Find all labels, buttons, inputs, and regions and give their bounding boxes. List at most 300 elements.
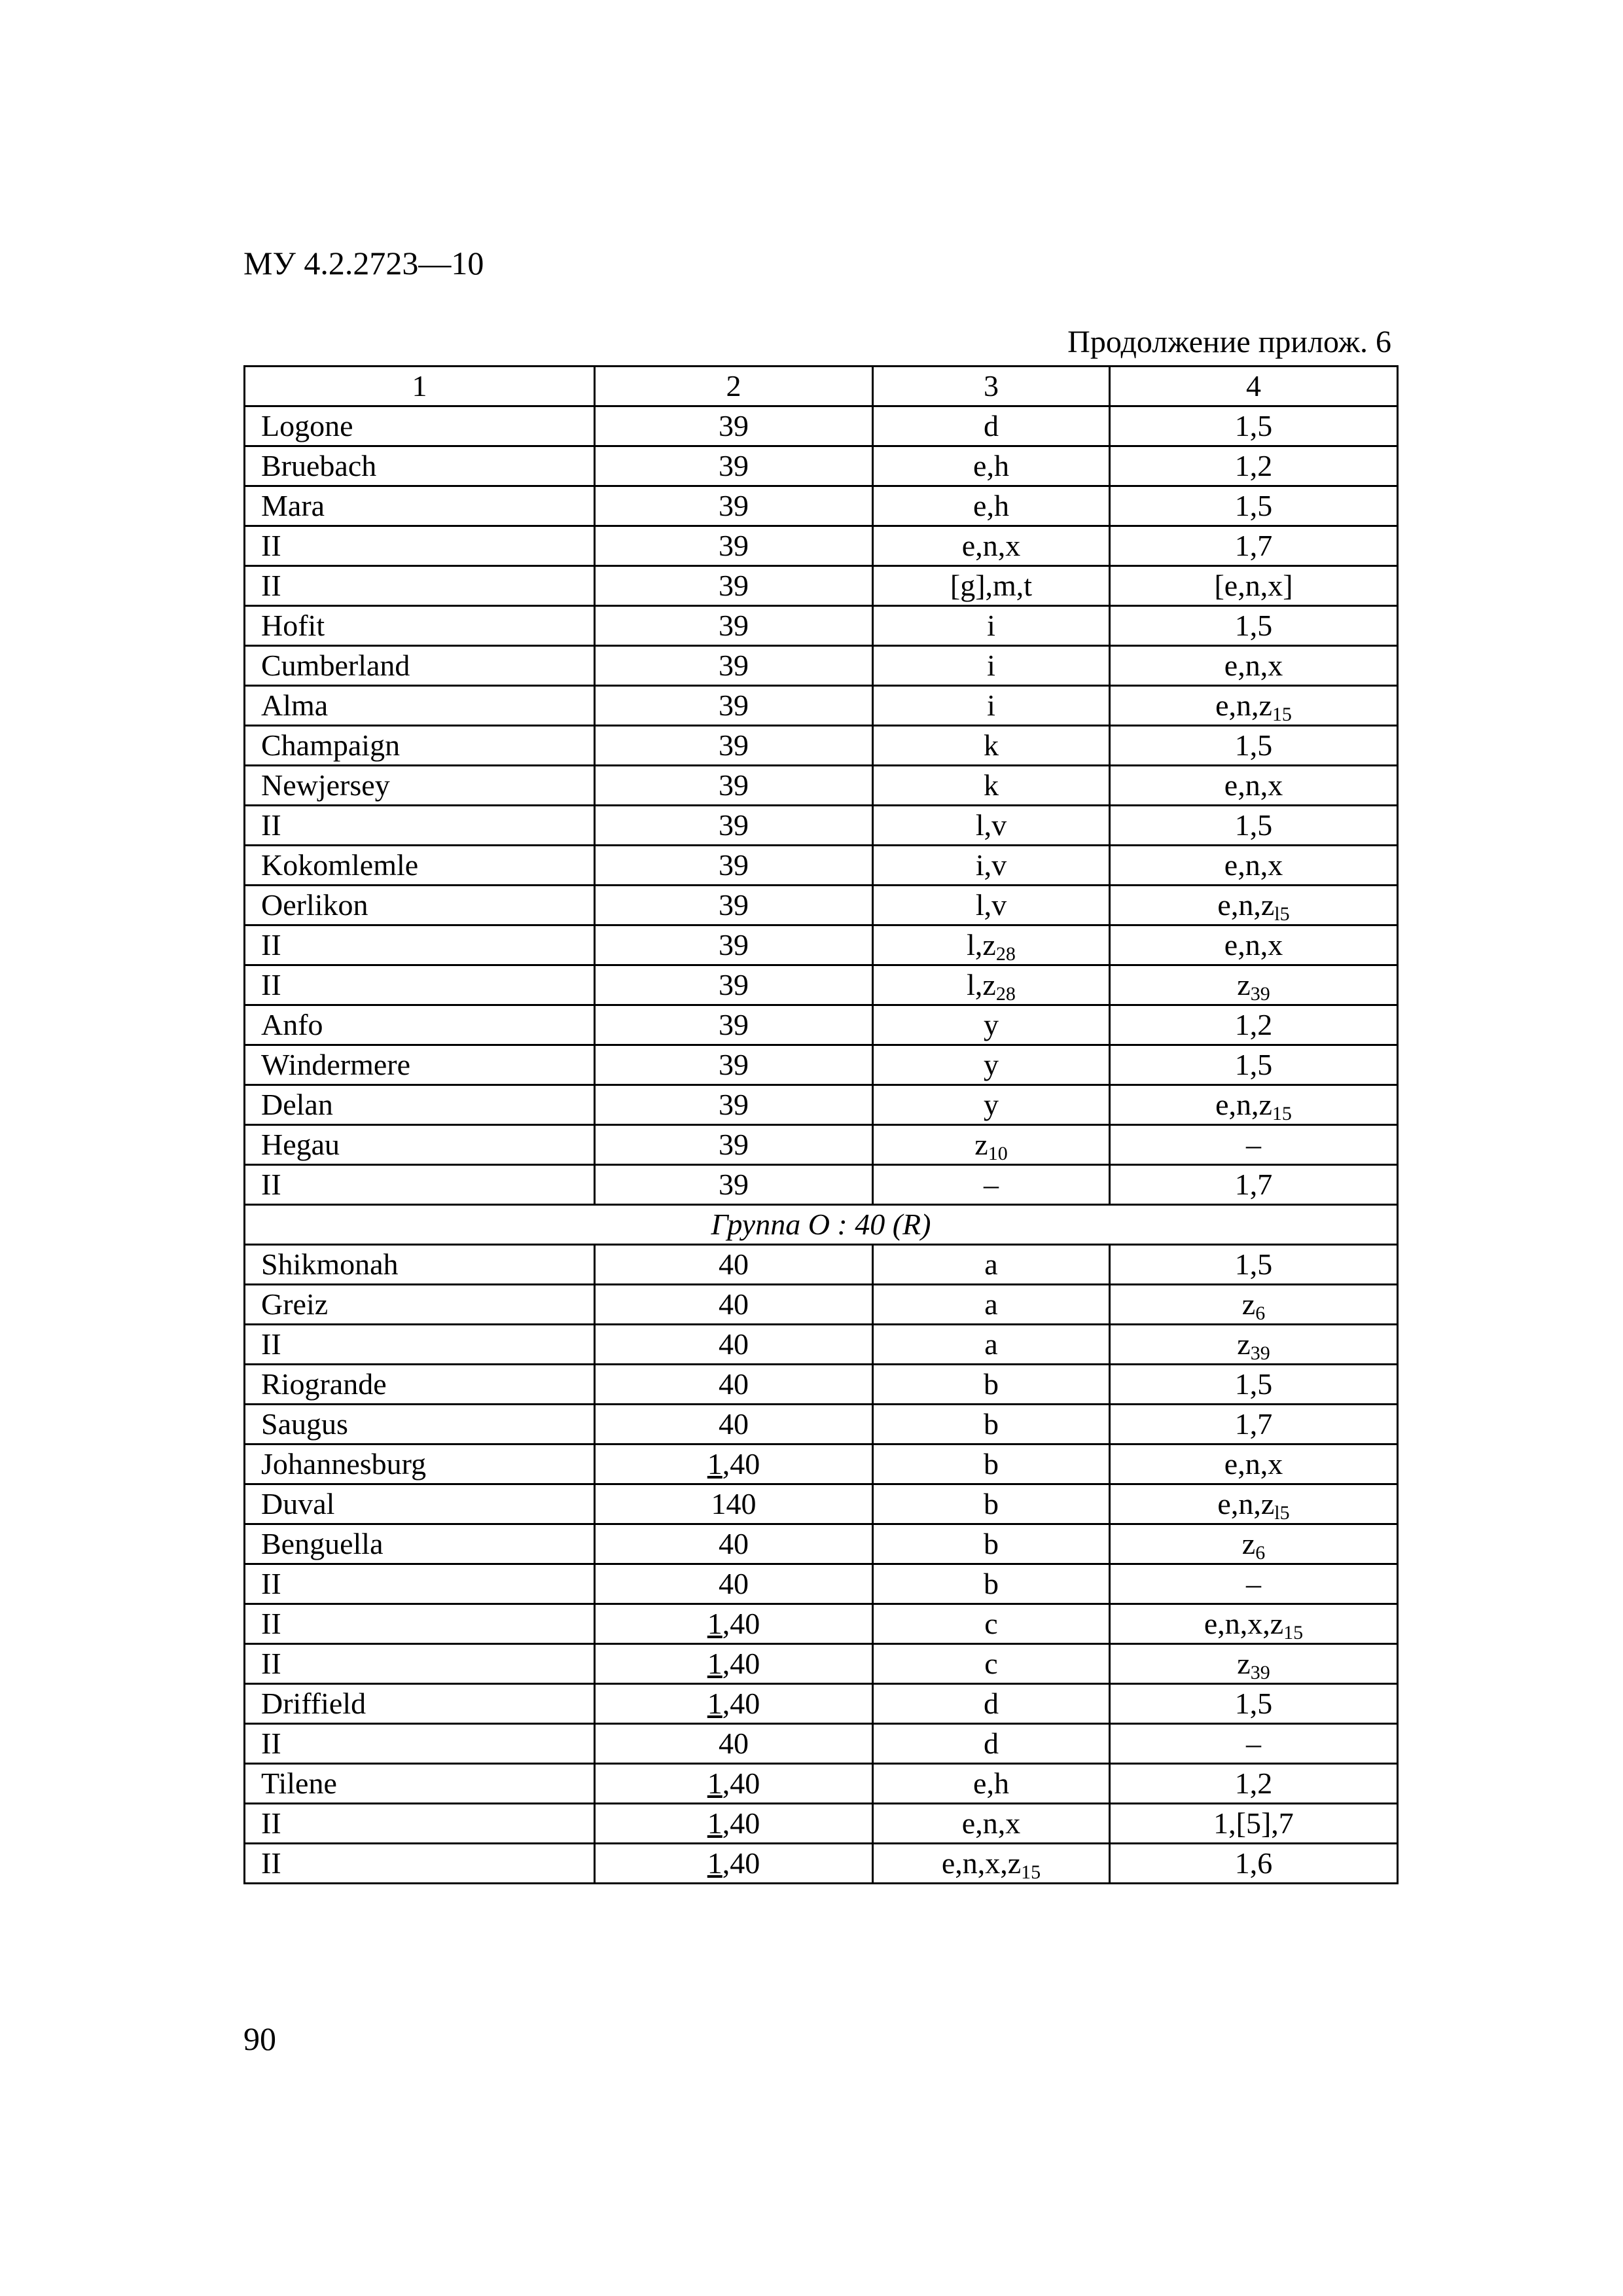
o-antigen-cell	[595, 965, 873, 1005]
h-phase1-cell	[873, 1564, 1110, 1604]
serovar-name-cell	[245, 1804, 595, 1844]
h-phase1-cell	[873, 406, 1110, 446]
o-antigen-cell	[595, 1165, 873, 1205]
o-antigen-cell	[595, 406, 873, 446]
cell-text: 39	[719, 928, 749, 961]
subscript: 39	[1250, 983, 1270, 1005]
cell-text: e,n,x	[1224, 649, 1283, 682]
cell-text: 1,5	[1234, 808, 1273, 842]
table-row	[245, 406, 1398, 446]
cell-text: z	[1237, 968, 1251, 1001]
cell-text: ,40	[722, 1447, 760, 1480]
o-antigen-cell	[595, 1764, 873, 1804]
o-antigen-cell	[595, 886, 873, 925]
h-phase1-cell	[873, 1844, 1110, 1884]
subscript: 10	[988, 1143, 1008, 1164]
table-row	[245, 965, 1398, 1005]
serovar-name-cell	[245, 1365, 595, 1405]
cell-text: e,n,x	[1224, 928, 1283, 961]
serovar-name-cell	[245, 1644, 595, 1684]
cell-text: 1,7	[1234, 1407, 1273, 1441]
underlined-antigen: 1	[707, 1806, 722, 1840]
h-phase2-cell	[1110, 566, 1398, 606]
cell-text: c	[984, 1647, 998, 1680]
serovar-name-cell	[245, 566, 595, 606]
cell-text: 140	[711, 1487, 757, 1520]
cell-text: 39	[719, 489, 749, 522]
h-phase1-cell	[873, 1724, 1110, 1764]
o-antigen-cell	[595, 1245, 873, 1285]
cell-text: 1,5	[1234, 409, 1273, 442]
h-phase2-cell	[1110, 1165, 1398, 1205]
cell-text: z	[1237, 1327, 1251, 1361]
cell-text: II	[261, 1727, 281, 1760]
serovar-name-cell	[245, 1285, 595, 1325]
cell-text: Champaign	[261, 728, 401, 762]
serovar-name-cell	[245, 1125, 595, 1165]
serovar-name-cell	[245, 1724, 595, 1764]
cell-text: Newjersey	[261, 768, 390, 802]
cell-text: a	[984, 1287, 998, 1321]
cell-text: Cumberland	[261, 649, 410, 682]
h-phase1-cell	[873, 1325, 1110, 1365]
cell-text: 1,[5],7	[1213, 1806, 1294, 1840]
cell-text: 39	[719, 968, 749, 1001]
subscript: 39	[1250, 1662, 1270, 1683]
table-row	[245, 726, 1398, 766]
h-phase1-cell	[873, 1005, 1110, 1045]
cell-text: Hofit	[261, 609, 325, 642]
h-phase2-cell	[1110, 1804, 1398, 1844]
cell-text: k	[984, 768, 999, 802]
cell-text: II	[261, 1806, 281, 1840]
subscript: 15	[1272, 704, 1292, 725]
underlined-antigen: 1	[707, 1687, 722, 1720]
h-phase2-cell	[1110, 1125, 1398, 1165]
serovar-name-cell	[245, 1764, 595, 1804]
o-antigen-cell	[595, 486, 873, 526]
group-row	[245, 1205, 1398, 1245]
table-row	[245, 1684, 1398, 1724]
h-phase2-cell	[1110, 846, 1398, 886]
cell-text: y	[984, 1048, 999, 1081]
cell-text: [g],m,t	[950, 569, 1033, 602]
column-header-1: 1	[245, 367, 595, 406]
column-header-4: 4	[1110, 367, 1398, 406]
cell-text: e,n,x,z	[1204, 1607, 1284, 1640]
underlined-antigen: 1	[707, 1767, 722, 1800]
cell-text: 39	[719, 728, 749, 762]
h-phase2-cell	[1110, 1245, 1398, 1285]
cell-text: 1,5	[1234, 609, 1273, 642]
cell-text: Shikmonah	[261, 1247, 399, 1281]
table-row	[245, 1764, 1398, 1804]
h-phase1-cell	[873, 446, 1110, 486]
o-antigen-cell	[595, 1564, 873, 1604]
o-antigen-cell	[595, 1365, 873, 1405]
cell-text: e,n,z	[1217, 1487, 1275, 1520]
cell-text: d	[984, 1727, 999, 1760]
h-phase2-cell	[1110, 1285, 1398, 1325]
o-antigen-cell	[595, 1285, 873, 1325]
subscript: l5	[1274, 903, 1290, 925]
cell-text: a	[984, 1327, 998, 1361]
serovar-name-cell	[245, 1085, 595, 1125]
cell-text: 39	[719, 409, 749, 442]
cell-text: Bruebach	[261, 449, 377, 482]
subscript: 6	[1255, 1542, 1266, 1564]
serovar-name-cell	[245, 846, 595, 886]
h-phase2-cell	[1110, 686, 1398, 726]
cell-text: II	[261, 968, 281, 1001]
h-phase1-cell	[873, 1125, 1110, 1165]
table-row	[245, 1405, 1398, 1444]
cell-text: ,40	[722, 1806, 760, 1840]
o-antigen-cell	[595, 646, 873, 686]
table-row	[245, 1285, 1398, 1325]
underlined-antigen: 1	[707, 1607, 722, 1640]
cell-text: e,n,z	[1215, 1088, 1272, 1121]
cell-text: 1,7	[1234, 529, 1273, 562]
o-antigen-cell	[595, 446, 873, 486]
cell-text: Mara	[261, 489, 325, 522]
o-antigen-cell	[595, 1604, 873, 1644]
cell-text: d	[984, 1687, 999, 1720]
cell-text: ,40	[722, 1767, 760, 1800]
cell-text: 1,5	[1234, 728, 1273, 762]
cell-text: z	[1241, 1287, 1256, 1321]
h-phase2-cell	[1110, 406, 1398, 446]
cell-text: 39	[719, 569, 749, 602]
serovar-name-cell	[245, 1325, 595, 1365]
table-row	[245, 1484, 1398, 1524]
cell-text: l,z	[967, 928, 996, 961]
table-row	[245, 486, 1398, 526]
subscript: 15	[1283, 1622, 1304, 1643]
document-code: МУ 4.2.2723—10	[243, 245, 484, 281]
serovar-name-cell	[245, 766, 595, 806]
h-phase1-cell	[873, 965, 1110, 1005]
cell-text: II	[261, 529, 281, 562]
column-header-3: 3	[873, 367, 1110, 406]
h-phase1-cell	[873, 606, 1110, 646]
o-antigen-cell	[595, 806, 873, 846]
h-phase2-cell	[1110, 886, 1398, 925]
h-phase2-cell	[1110, 446, 1398, 486]
o-antigen-cell	[595, 1684, 873, 1724]
page-number: 90	[243, 2020, 276, 2057]
cell-text: a	[984, 1247, 998, 1281]
cell-text: II	[261, 1647, 281, 1680]
o-antigen-cell	[595, 1005, 873, 1045]
table-row	[245, 1085, 1398, 1125]
h-phase2-cell	[1110, 526, 1398, 566]
cell-text: 39	[719, 1008, 749, 1041]
cell-text: 40	[719, 1527, 749, 1560]
cell-text: ,40	[722, 1647, 760, 1680]
h-phase1-cell	[873, 1524, 1110, 1564]
cell-text: b	[984, 1447, 999, 1480]
table-row	[245, 1245, 1398, 1285]
o-antigen-cell	[595, 1125, 873, 1165]
h-phase2-cell	[1110, 925, 1398, 965]
subscript: 15	[1272, 1103, 1292, 1124]
subscript: 28	[995, 943, 1016, 965]
h-phase1-cell	[873, 1644, 1110, 1684]
subscript: 39	[1250, 1342, 1270, 1364]
h-phase2-cell	[1110, 1045, 1398, 1085]
cell-text: e,n,x	[1224, 768, 1283, 802]
cell-text: e,n,z	[1215, 689, 1272, 722]
h-phase1-cell	[873, 806, 1110, 846]
cell-text: 40	[719, 1327, 749, 1361]
h-phase1-cell	[873, 726, 1110, 766]
cell-text: –	[1246, 1567, 1261, 1600]
cell-text: 1,6	[1234, 1846, 1273, 1880]
serovar-name-cell	[245, 1245, 595, 1285]
h-phase2-cell	[1110, 1564, 1398, 1604]
cell-text: 1,7	[1234, 1168, 1273, 1201]
serovar-name-cell	[245, 1484, 595, 1524]
table-row	[245, 566, 1398, 606]
h-phase1-cell	[873, 1045, 1110, 1085]
h-phase1-cell	[873, 1444, 1110, 1484]
serovar-name-cell	[245, 1604, 595, 1644]
o-antigen-cell	[595, 606, 873, 646]
table-row	[245, 1844, 1398, 1884]
serovar-name-cell	[245, 526, 595, 566]
serovar-name-cell	[245, 1165, 595, 1205]
o-antigen-cell	[595, 1444, 873, 1484]
h-phase1-cell	[873, 646, 1110, 686]
cell-text: e,n,x	[961, 1806, 1021, 1840]
subscript: 15	[1021, 1861, 1041, 1883]
o-antigen-cell	[595, 686, 873, 726]
h-phase1-cell	[873, 1604, 1110, 1644]
cell-text: II	[261, 808, 281, 842]
o-antigen-cell	[595, 1644, 873, 1684]
h-phase2-cell	[1110, 1644, 1398, 1684]
h-phase2-cell	[1110, 1724, 1398, 1764]
continuation-note: Продолжение прилож. 6	[1067, 325, 1391, 359]
cell-text: 1,2	[1234, 1008, 1273, 1041]
h-phase2-cell	[1110, 965, 1398, 1005]
cell-text: 39	[719, 768, 749, 802]
serovar-name-cell	[245, 1684, 595, 1724]
cell-text: y	[984, 1008, 999, 1041]
o-antigen-cell	[595, 1724, 873, 1764]
cell-text: Logone	[261, 409, 353, 442]
h-phase2-cell	[1110, 1365, 1398, 1405]
cell-text: z	[1241, 1527, 1256, 1560]
column-number-row	[245, 367, 1398, 406]
o-antigen-cell	[595, 1045, 873, 1085]
serovar-name-cell	[245, 1444, 595, 1484]
h-phase1-cell	[873, 566, 1110, 606]
table-row	[245, 1804, 1398, 1844]
h-phase2-cell	[1110, 606, 1398, 646]
o-antigen-cell	[595, 766, 873, 806]
cell-text: 1,5	[1234, 489, 1273, 522]
cell-text: 1,2	[1234, 1767, 1273, 1800]
serovar-name-cell	[245, 886, 595, 925]
cell-text: Benguella	[261, 1527, 383, 1560]
cell-text: 1,2	[1234, 449, 1273, 482]
o-antigen-cell	[595, 1405, 873, 1444]
o-antigen-cell	[595, 526, 873, 566]
h-phase1-cell	[873, 1804, 1110, 1844]
cell-text: Kokomlemle	[261, 848, 419, 882]
cell-text: z	[974, 1128, 988, 1161]
cell-text: Saugus	[261, 1407, 348, 1441]
h-phase2-cell	[1110, 1085, 1398, 1125]
cell-text: i	[987, 609, 995, 642]
cell-text: Riogrande	[261, 1367, 387, 1401]
table-row	[245, 806, 1398, 846]
cell-text: e,h	[973, 489, 1009, 522]
cell-text: –	[984, 1168, 999, 1201]
cell-text: 40	[719, 1567, 749, 1600]
h-phase1-cell	[873, 766, 1110, 806]
h-phase2-cell	[1110, 646, 1398, 686]
h-phase1-cell	[873, 526, 1110, 566]
subscript: l5	[1274, 1502, 1290, 1524]
serovar-name-cell	[245, 406, 595, 446]
table-row	[245, 1005, 1398, 1045]
cell-text: 39	[719, 449, 749, 482]
cell-text: Windermere	[261, 1048, 411, 1081]
o-antigen-cell	[595, 566, 873, 606]
h-phase1-cell	[873, 1484, 1110, 1524]
serovar-name-cell	[245, 446, 595, 486]
cell-text: –	[1246, 1128, 1261, 1161]
cell-text: b	[984, 1567, 999, 1600]
o-antigen-cell	[595, 1085, 873, 1125]
serovar-name-cell	[245, 1524, 595, 1564]
cell-text: II	[261, 1607, 281, 1640]
cell-text: 1,5	[1234, 1048, 1273, 1081]
cell-text: 1,5	[1234, 1687, 1273, 1720]
h-phase2-cell	[1110, 1764, 1398, 1804]
table-row	[245, 1564, 1398, 1604]
cell-text: 39	[719, 1168, 749, 1201]
cell-text: Duval	[261, 1487, 335, 1520]
serovar-name-cell	[245, 1405, 595, 1444]
table-row	[245, 1644, 1398, 1684]
table-row	[245, 526, 1398, 566]
cell-text: i,v	[975, 848, 1007, 882]
cell-text: e,h	[973, 1767, 1009, 1800]
cell-text: Greiz	[261, 1287, 329, 1321]
o-antigen-cell	[595, 1325, 873, 1365]
cell-text: Alma	[261, 689, 329, 722]
cell-text: II	[261, 569, 281, 602]
cell-text: l,z	[967, 968, 996, 1001]
h-phase1-cell	[873, 1405, 1110, 1444]
cell-text: l,v	[975, 808, 1007, 842]
h-phase1-cell	[873, 1085, 1110, 1125]
o-antigen-cell	[595, 1484, 873, 1524]
cell-text: b	[984, 1367, 999, 1401]
table-row	[245, 1325, 1398, 1365]
cell-text: 1,5	[1234, 1247, 1273, 1281]
cell-text: II	[261, 1327, 281, 1361]
table-row	[245, 1604, 1398, 1644]
h-phase1-cell	[873, 1285, 1110, 1325]
column-header-2: 2	[595, 367, 873, 406]
cell-text: [e,n,x]	[1214, 569, 1293, 602]
cell-text: z	[1237, 1647, 1251, 1680]
cell-text: 1,5	[1234, 1367, 1273, 1401]
table-row	[245, 646, 1398, 686]
serovar-table	[243, 365, 1399, 1884]
serovar-name-cell	[245, 1045, 595, 1085]
h-phase2-cell	[1110, 1844, 1398, 1884]
cell-text: i	[987, 649, 995, 682]
cell-text: l,v	[975, 888, 1007, 922]
cell-text: Hegau	[261, 1128, 340, 1161]
serovar-name-cell	[245, 726, 595, 766]
h-phase1-cell	[873, 1684, 1110, 1724]
table-row	[245, 1045, 1398, 1085]
cell-text: d	[984, 409, 999, 442]
cell-text: 39	[719, 1048, 749, 1081]
h-phase2-cell	[1110, 1684, 1398, 1724]
table-row	[245, 446, 1398, 486]
cell-text: 39	[719, 848, 749, 882]
h-phase1-cell	[873, 1165, 1110, 1205]
cell-text: 39	[719, 529, 749, 562]
o-antigen-cell	[595, 925, 873, 965]
o-antigen-cell	[595, 1804, 873, 1844]
cell-text: 39	[719, 1128, 749, 1161]
table-row	[245, 886, 1398, 925]
cell-text: Oerlikon	[261, 888, 368, 922]
serovar-name-cell	[245, 925, 595, 965]
cell-text: Driffield	[261, 1687, 366, 1720]
table-row	[245, 686, 1398, 726]
cell-text: i	[987, 689, 995, 722]
table-row	[245, 846, 1398, 886]
h-phase1-cell	[873, 1764, 1110, 1804]
underlined-antigen: 1	[707, 1846, 722, 1880]
cell-text: y	[984, 1088, 999, 1121]
cell-text: e,n,x	[1224, 1447, 1283, 1480]
cell-text: e,n,z	[1217, 888, 1275, 922]
cell-text: 39	[719, 1088, 749, 1121]
underlined-antigen: 1	[707, 1647, 722, 1680]
serovar-name-cell	[245, 806, 595, 846]
h-phase1-cell	[873, 1365, 1110, 1405]
h-phase2-cell	[1110, 1405, 1398, 1444]
serovar-name-cell	[245, 1564, 595, 1604]
cell-text: b	[984, 1487, 999, 1520]
o-antigen-cell	[595, 1524, 873, 1564]
h-phase1-cell	[873, 1245, 1110, 1285]
table-row	[245, 1524, 1398, 1564]
h-phase2-cell	[1110, 766, 1398, 806]
cell-text: 39	[719, 609, 749, 642]
h-phase2-cell	[1110, 726, 1398, 766]
table-row	[245, 1365, 1398, 1405]
h-phase2-cell	[1110, 806, 1398, 846]
cell-text: II	[261, 1567, 281, 1600]
cell-text: ,40	[722, 1687, 760, 1720]
cell-text: e,n,x	[1224, 848, 1283, 882]
subscript: 28	[995, 983, 1016, 1005]
cell-text: k	[984, 728, 999, 762]
h-phase1-cell	[873, 686, 1110, 726]
